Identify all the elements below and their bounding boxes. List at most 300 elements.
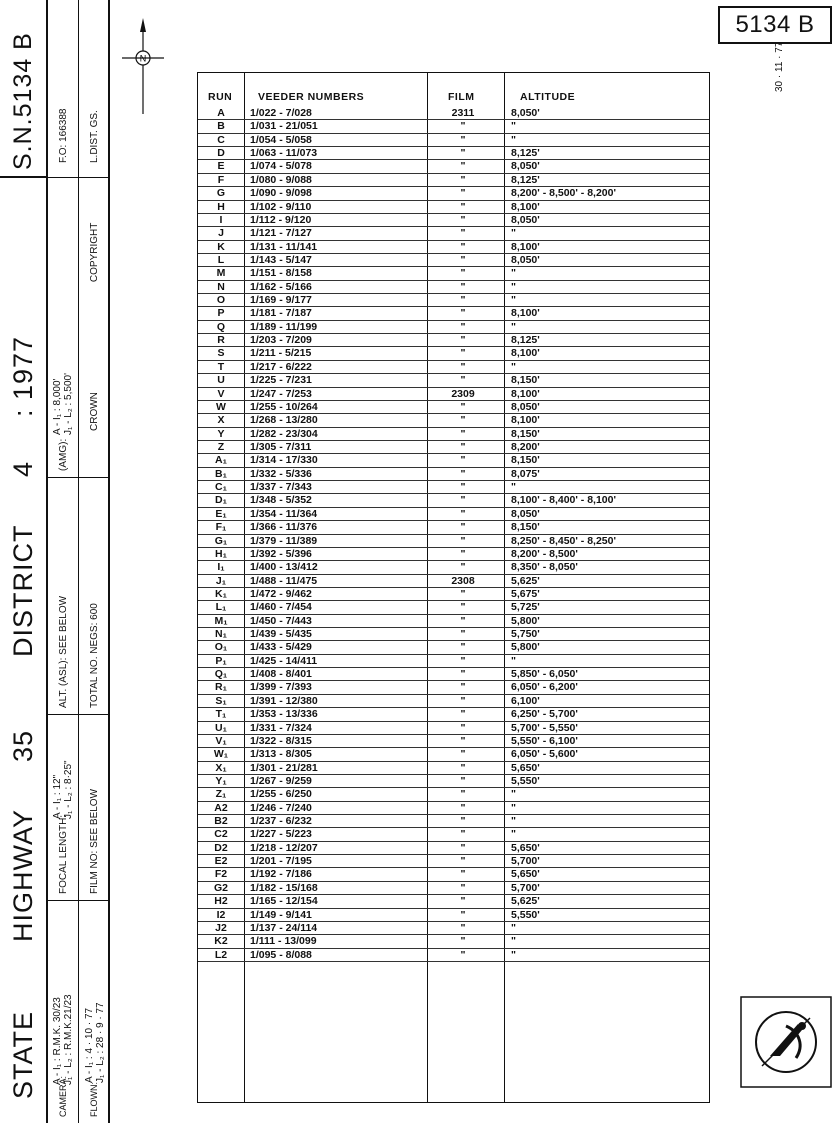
altitude-cell: " [511, 294, 516, 307]
run-cell: K₁ [215, 587, 227, 600]
table-row [198, 575, 709, 588]
film-cell: " [460, 307, 466, 320]
run-cell: X₁ [215, 761, 227, 774]
film-cell: 2309 [451, 387, 475, 400]
header-film: FILM [448, 91, 475, 103]
veeder-cell: 1/400 - 13/412 [250, 561, 318, 574]
altitude-cell: 5,650' [511, 868, 540, 881]
title-highway-number: 35 [7, 729, 38, 762]
veeder-cell: 1/165 - 12/154 [250, 895, 318, 908]
film-cell: " [460, 454, 466, 467]
veeder-cell: 1/267 - 9/259 [250, 774, 312, 787]
film-cell: " [460, 320, 466, 333]
veeder-cell: 1/090 - 9/098 [250, 187, 312, 200]
run-cell: P₁ [215, 654, 227, 667]
altitude-cell: 8,100' [511, 387, 540, 400]
table-row [198, 668, 709, 681]
veeder-cell: 1/425 - 14/411 [250, 654, 318, 667]
table-row [198, 481, 709, 494]
altitude-cell: 5,675' [511, 587, 540, 600]
film-cell: " [460, 507, 466, 520]
veeder-cell: 1/218 - 12/207 [250, 841, 318, 854]
run-cell: B2 [214, 815, 228, 828]
run-cell: Y [217, 427, 225, 440]
north-label: N [139, 53, 147, 64]
table-row [198, 561, 709, 574]
table-row [198, 695, 709, 708]
table-row [198, 909, 709, 922]
altitude-cell: 5,700' [511, 881, 540, 894]
table-row [198, 815, 709, 828]
table-row [198, 949, 709, 962]
film-cell: " [460, 494, 466, 507]
table-row [198, 655, 709, 668]
veeder-cell: 1/217 - 6/222 [250, 360, 312, 373]
film-cell: " [460, 360, 466, 373]
table-row [198, 147, 709, 160]
veeder-cell: 1/022 - 7/028 [250, 107, 312, 119]
run-cell: Z₁ [215, 788, 227, 801]
film-cell: " [460, 828, 466, 841]
film-cell: " [460, 414, 466, 427]
altitude-cell: 8,100' [511, 307, 540, 320]
veeder-cell: 1/348 - 5/352 [250, 494, 312, 507]
run-cell: K2 [214, 935, 228, 948]
table-row [198, 828, 709, 841]
title-block [0, 0, 110, 1123]
table-row [198, 254, 709, 267]
altitude-cell: 6,050' - 5,600' [511, 748, 578, 761]
veeder-cell: 1/054 - 5/058 [250, 133, 312, 146]
run-cell: G₁ [214, 534, 228, 547]
table-body [198, 107, 709, 962]
camera-line-2: J₁ - L₂ : R.M.K.21/23 [63, 994, 74, 1085]
total-negatives: TOTAL NO. NEGS: 600 [79, 478, 110, 715]
veeder-cell: 1/111 - 13/099 [250, 935, 317, 948]
run-cell: M [216, 267, 226, 280]
altitude-cell: 8,150' [511, 427, 540, 440]
run-cell: G [216, 187, 226, 200]
flown-line-2: J₁ - L₂ : 28 · 9 · 77 [94, 1002, 106, 1083]
run-cell: C [217, 133, 225, 146]
focal-length-label: FOCAL LENGTH: [48, 821, 78, 901]
veeder-cell: 1/391 - 12/380 [250, 694, 318, 707]
film-cell: " [460, 668, 466, 681]
altitude-cell: 8,100' [511, 347, 540, 360]
run-cell: Z [217, 440, 225, 453]
table-row [198, 521, 709, 534]
veeder-cell: 1/366 - 11/376 [250, 521, 318, 534]
table-row [198, 868, 709, 881]
altitude-cell: 8,125' [511, 334, 540, 347]
altitude-cell: 8,050' [511, 213, 540, 226]
table-row [198, 842, 709, 855]
altitude-cell: 8,150' [511, 374, 540, 387]
altitude-cell: " [511, 654, 516, 667]
veeder-cell: 1/305 - 7/311 [250, 440, 312, 453]
altitude-cell: 8,250' - 8,450' - 8,250' [511, 534, 616, 547]
film-cell: " [460, 841, 466, 854]
veeder-cell: 1/460 - 7/454 [250, 601, 312, 614]
table-row [198, 615, 709, 628]
table-row [198, 775, 709, 788]
run-cell: R [217, 334, 225, 347]
table-row [198, 227, 709, 240]
altitude-cell: 8,050' [511, 107, 540, 119]
film-cell: " [460, 440, 466, 453]
altitude-cell: " [511, 360, 516, 373]
amg-label: (AMG): [48, 438, 78, 478]
film-cell: " [460, 240, 466, 253]
veeder-cell: 1/162 - 5/166 [250, 280, 312, 293]
veeder-cell: 1/322 - 8/315 [250, 734, 312, 747]
altitude-cell: 5,550' [511, 774, 540, 787]
focal-length-values [48, 725, 78, 825]
table-row [198, 762, 709, 775]
altitude-cell: " [511, 227, 516, 240]
table-row [198, 855, 709, 868]
film-cell: " [460, 347, 466, 360]
run-cell: Y₁ [215, 774, 227, 787]
altitude-cell: " [511, 935, 516, 948]
film-cell: " [460, 815, 466, 828]
film-cell: " [460, 280, 466, 293]
altitude-cell: " [511, 921, 516, 934]
altitude-cell: " [511, 267, 516, 280]
film-cell: " [460, 294, 466, 307]
film-cell: " [460, 721, 466, 734]
run-cell: I2 [216, 908, 226, 921]
amg-line-1: A - I₁ : 8,000' [52, 378, 63, 435]
title-row [0, 0, 48, 1123]
table-row [198, 922, 709, 935]
film-cell: " [460, 253, 466, 266]
veeder-cell: 1/337 - 7/343 [250, 481, 312, 494]
run-cell: M₁ [214, 614, 228, 627]
header-altitude: ALTITUDE [520, 91, 576, 103]
sheet-number-stamp: 5134 B [718, 6, 832, 44]
run-cell: D [217, 147, 225, 160]
altitude-cell: 8,050' [511, 160, 540, 173]
table-row [198, 414, 709, 427]
table-row [198, 267, 709, 280]
table-row [198, 628, 709, 641]
run-cell: K [217, 240, 225, 253]
table-row [198, 120, 709, 133]
film-cell: " [460, 881, 466, 894]
altitude-cell: 8,150' [511, 521, 540, 534]
table-row [198, 748, 709, 761]
run-cell: A₁ [215, 454, 227, 467]
altitude-cell: 8,075' [511, 467, 540, 480]
table-row [198, 508, 709, 521]
run-cell: W₁ [213, 748, 229, 761]
amg-line-2: J₁ - L₂ : 5,500' [63, 373, 74, 435]
table-row [198, 388, 709, 401]
film-number-label: FILM NO: SEE BELOW [79, 715, 110, 901]
veeder-cell: 1/255 - 10/264 [250, 400, 318, 413]
altitude-cell: 5,625' [511, 574, 540, 587]
table-row [198, 454, 709, 467]
run-cell: F [217, 173, 225, 186]
altitude-label: ALT. (ASL): SEE BELOW [48, 515, 78, 715]
altitude-cell: " [511, 801, 516, 814]
run-cell: Q [216, 320, 226, 333]
table-row [198, 601, 709, 614]
veeder-cell: 1/472 - 9/462 [250, 587, 312, 600]
altitude-cell: 8,200' - 8,500' [511, 547, 578, 560]
altitude-cell: " [511, 120, 516, 133]
amg-values [48, 321, 78, 441]
veeder-cell: 1/192 - 7/186 [250, 868, 312, 881]
altitude-cell: 5,700' - 5,550' [511, 721, 578, 734]
altitude-cell: 8,100' [511, 414, 540, 427]
film-cell: " [460, 160, 466, 173]
film-cell: " [460, 855, 466, 868]
film-cell: " [460, 213, 466, 226]
veeder-cell: 1/169 - 9/177 [250, 294, 312, 307]
table-row [198, 241, 709, 254]
film-cell: " [460, 921, 466, 934]
flown-label: FLOWN: [89, 1082, 99, 1117]
table-row [198, 281, 709, 294]
run-cell: E₁ [215, 507, 227, 520]
table-row [198, 307, 709, 320]
info-row-2 [79, 0, 110, 1123]
table-row [198, 294, 709, 307]
veeder-cell: 1/112 - 9/120 [250, 213, 312, 226]
run-cell: N₁ [215, 628, 227, 641]
run-cell: F₁ [215, 521, 227, 534]
altitude-cell: 5,650' [511, 841, 540, 854]
table-row [198, 935, 709, 948]
film-cell: 2311 [451, 107, 475, 119]
run-cell: A2 [214, 801, 228, 814]
run-cell: B₁ [215, 467, 227, 480]
veeder-cell: 1/332 - 5/336 [250, 467, 312, 480]
altitude-cell: " [511, 828, 516, 841]
veeder-cell: 1/247 - 7/253 [250, 387, 312, 400]
film-cell: " [460, 133, 466, 146]
run-cell: U [217, 374, 225, 387]
film-cell: " [460, 200, 466, 213]
altitude-cell: 5,650' [511, 761, 540, 774]
veeder-cell: 1/102 - 9/110 [250, 200, 312, 213]
crown-copyright [79, 178, 110, 478]
run-cell: J [218, 227, 224, 240]
veeder-cell: 1/131 - 11/141 [250, 240, 318, 253]
run-cell: U₁ [215, 721, 227, 734]
altitude-cell: 6,250' - 5,700' [511, 708, 578, 721]
altitude-cell: 5,550' - 6,100' [511, 734, 578, 747]
table-row [198, 361, 709, 374]
veeder-cell: 1/246 - 7/240 [250, 801, 312, 814]
film-cell: " [460, 868, 466, 881]
veeder-cell: 1/450 - 7/443 [250, 614, 312, 627]
veeder-cell: 1/189 - 11/199 [250, 320, 318, 333]
altitude-cell: 5,700' [511, 855, 540, 868]
film-cell: " [460, 694, 466, 707]
title-highway: HIGHWAY [7, 809, 38, 942]
altitude-cell: 8,125' [511, 147, 540, 160]
table-row [198, 735, 709, 748]
film-cell: " [460, 774, 466, 787]
run-cell: O₁ [214, 641, 228, 654]
table-row [198, 468, 709, 481]
table-row [198, 708, 709, 721]
film-cell: " [460, 654, 466, 667]
altitude-cell: " [511, 133, 516, 146]
run-cell: X [217, 414, 225, 427]
table-row [198, 201, 709, 214]
table-row [198, 588, 709, 601]
serial-number: S.N.5134 B [0, 0, 46, 178]
film-cell: " [460, 908, 466, 921]
altitude-cell: 5,850' - 6,050' [511, 668, 578, 681]
film-cell: " [460, 948, 466, 961]
film-cell: " [460, 334, 466, 347]
north-arrow-icon [122, 10, 164, 120]
altitude-cell: " [511, 320, 516, 333]
flown-line-1: A - I₁ : 4 · 10 · 77 [83, 1007, 95, 1083]
veeder-cell: 1/225 - 7/231 [250, 374, 312, 387]
film-cell: " [460, 481, 466, 494]
header-veeder: VEEDER NUMBERS [258, 91, 365, 103]
film-cell: " [460, 173, 466, 186]
table-row [198, 722, 709, 735]
camera-values [48, 911, 78, 1091]
film-cell: " [460, 628, 466, 641]
altitude-cell: 8,050' [511, 400, 540, 413]
veeder-cell: 1/314 - 17/330 [250, 454, 318, 467]
focal-line-2: J₁ - L₂ : 8·25" [63, 760, 74, 819]
film-cell: " [460, 120, 466, 133]
altitude-cell: 5,550' [511, 908, 540, 921]
altitude-cell: 8,350' - 8,050' [511, 561, 578, 574]
veeder-cell: 1/488 - 11/475 [250, 574, 318, 587]
altitude-cell: 5,625' [511, 895, 540, 908]
film-cell: 2308 [451, 574, 475, 587]
run-cell: R₁ [215, 681, 227, 694]
title-state: STATE [7, 1010, 38, 1099]
camera-line-1: A - I₁ : R.M.K. 30/23 [52, 997, 63, 1085]
veeder-cell: 1/392 - 5/396 [250, 547, 312, 560]
local-district: L.DIST. GS. [79, 0, 110, 178]
film-cell: " [460, 521, 466, 534]
veeder-cell: 1/399 - 7/393 [250, 681, 312, 694]
run-cell: T₁ [215, 708, 227, 721]
veeder-cell: 1/031 - 21/051 [250, 120, 318, 133]
header-run: RUN [208, 91, 233, 103]
veeder-cell: 1/151 - 8/158 [250, 267, 312, 280]
veeder-cell: 1/301 - 21/281 [250, 761, 318, 774]
title-district-number: 4 [7, 460, 38, 477]
table-row [198, 321, 709, 334]
run-cell: C₁ [215, 481, 227, 494]
veeder-cell: 1/203 - 7/209 [250, 334, 312, 347]
table-row [198, 134, 709, 147]
run-cell: G2 [213, 881, 228, 894]
altitude-cell: 5,725' [511, 601, 540, 614]
altitude-cell: 8,050' [511, 507, 540, 520]
run-cell: S [217, 347, 225, 360]
table-row [198, 641, 709, 654]
altitude-cell: 8,150' [511, 454, 540, 467]
film-cell: " [460, 788, 466, 801]
veeder-cell: 1/227 - 5/223 [250, 828, 312, 841]
focal-line-1: A - I₁ : 12" [52, 774, 63, 819]
altitude-cell: 6,050' - 6,200' [511, 681, 578, 694]
run-cell: N [217, 280, 225, 293]
film-cell: " [460, 801, 466, 814]
run-cell: S₁ [215, 694, 227, 707]
veeder-cell: 1/181 - 7/187 [250, 307, 312, 320]
run-cell: L [217, 253, 225, 266]
film-cell: " [460, 601, 466, 614]
sheet-date: 30 · 11 · 77 [774, 41, 785, 92]
film-cell: " [460, 614, 466, 627]
veeder-cell: 1/282 - 23/304 [250, 427, 318, 440]
run-cell: C2 [214, 828, 228, 841]
veeder-cell: 1/143 - 5/147 [250, 253, 312, 266]
table-row [198, 802, 709, 815]
run-cell: B [217, 120, 225, 133]
veeder-cell: 1/353 - 13/336 [250, 708, 318, 721]
run-cell: D₁ [215, 494, 227, 507]
veeder-cell: 1/080 - 9/088 [250, 173, 312, 186]
table-row [198, 160, 709, 173]
run-cell: H [217, 200, 225, 213]
film-cell: " [460, 935, 466, 948]
flown-values [79, 909, 110, 1089]
film-cell: " [460, 374, 466, 387]
altitude-cell: " [511, 481, 516, 494]
altitude-cell: 5,800' [511, 614, 540, 627]
nz-aerial-mapping-logo [740, 996, 832, 1088]
altitude-cell: " [511, 280, 516, 293]
table-row [198, 441, 709, 454]
crown-label: CROWN [89, 392, 100, 431]
table-row [198, 187, 709, 200]
veeder-cell: 1/121 - 7/127 [250, 227, 312, 240]
altitude-cell: 8,100' [511, 200, 540, 213]
altitude-cell: 8,200' [511, 440, 540, 453]
film-cell: " [460, 641, 466, 654]
veeder-cell: 1/063 - 11/073 [250, 147, 318, 160]
run-cell: L2 [214, 948, 228, 961]
run-cell: D2 [214, 841, 228, 854]
table-row [198, 107, 709, 120]
run-cell: H2 [214, 895, 228, 908]
film-cell: " [460, 534, 466, 547]
table-row [198, 548, 709, 561]
table-row [198, 494, 709, 507]
veeder-cell: 1/433 - 5/429 [250, 641, 312, 654]
title-year: : 1977 [7, 335, 38, 417]
table-row [198, 401, 709, 414]
table-row [198, 882, 709, 895]
altitude-cell: " [511, 815, 516, 828]
camera-label: CAMERA: [57, 1075, 68, 1117]
veeder-cell: 1/095 - 8/088 [250, 948, 312, 961]
altitude-cell: 5,750' [511, 628, 540, 641]
table-row [198, 535, 709, 548]
run-cell: T [217, 360, 225, 373]
table-row [198, 334, 709, 347]
film-cell: " [460, 227, 466, 240]
altitude-cell: 8,200' - 8,500' - 8,200' [511, 187, 616, 200]
film-cell: " [460, 734, 466, 747]
